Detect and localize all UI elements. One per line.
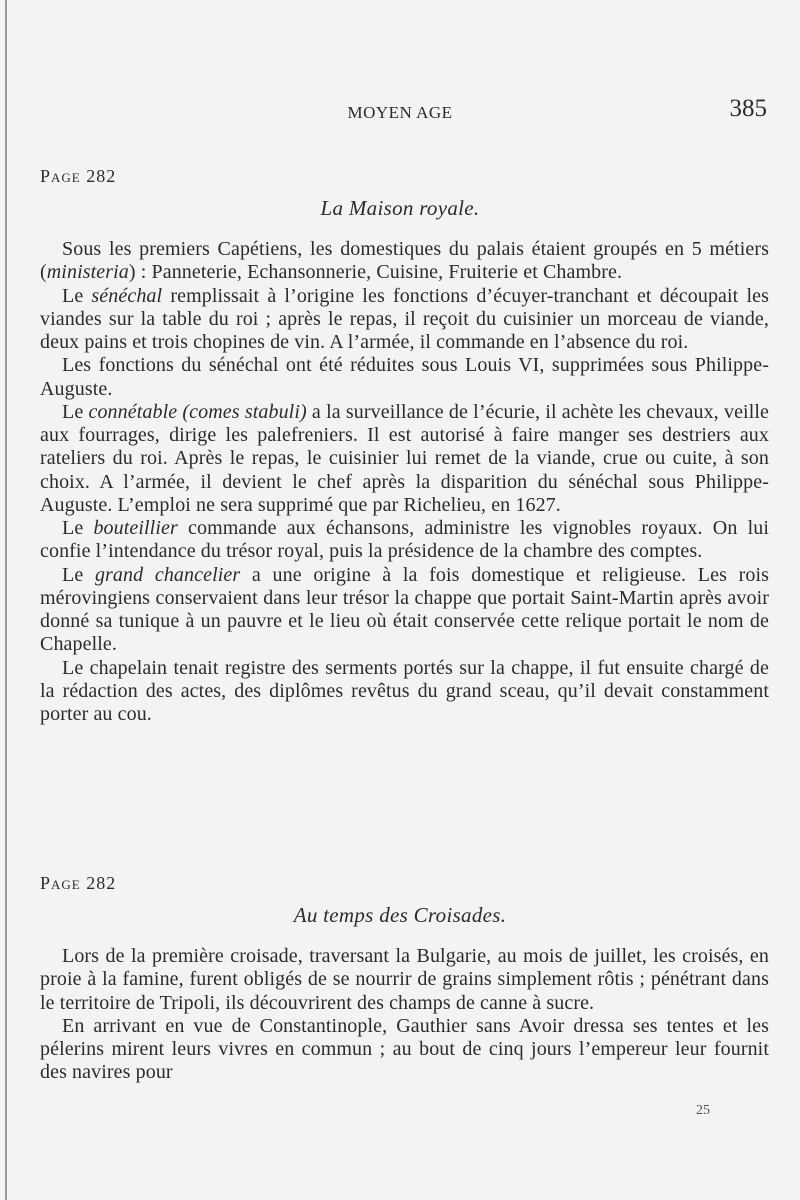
section-body [40,238,769,726]
text-run: Le chapelain tenait registre des serments portés sur la chappe, il fut ensuite chargé de la rédaction des actes, des diplômes revêtus du grand sceau, qu’il devait constamment porter au cou. [40,656,769,725]
italic-term: connétable (comes stabuli) [88,400,307,423]
italic-term: bouteillier [93,517,178,539]
paragraph [40,238,769,285]
text-run: Le [62,400,89,423]
paragraph [40,657,769,727]
text-run: Les fonctions du sénéchal ont été réduites sous Louis VI, supprimées sous Philippe-Auguste. [40,354,769,400]
text-run: Le [62,563,95,586]
text-run: Le [62,284,92,307]
paragraph [40,285,769,355]
paragraph [40,354,769,401]
section-body [40,945,769,1085]
text-run: Sous les premiers Capétiens, les domestiques du palais étaient groupés en 5 métiers ( [40,238,769,284]
text-run: En arrivant en vue de Constantinople, Gauthier sans Avoir dressa ses tentes et les pélerins mirent leurs vivres en commun ; au bout de cinq jours l’empereur leur fournit des navires pour [40,1014,769,1084]
text-run: commande aux échansons, administre les vignobles royaux. On lui confie l’intendance du trésor royal, puis la présidence de la chambre des comptes. [40,517,769,563]
italic-term: sénéchal [91,284,163,307]
paragraph [40,517,769,564]
italic-term: ministeria [46,261,129,284]
running-title: MOYEN AGE [347,103,453,122]
page-edge-line [5,0,7,1200]
section-subtitle: La Maison royale. [320,196,480,220]
text-run: remplissait à l’origine les fonctions d’écuyer-tranchant et découpait les viandes sur la table du roi ; après le repas, il reçoit du cuisinier un morceau de viande, deux pains et trois chopines de vin. A l’armée, il commande en l’absence du roi. [40,284,769,353]
paragraph [40,564,769,657]
signature-mark: 25 [696,1103,710,1118]
text-run: Le [62,517,94,539]
section-subtitle: Au temps des Croisades. [293,903,507,927]
paragraph [40,401,769,517]
page-number: 385 [729,95,767,122]
text-run: a la surveillance de l’écurie, il achète les chevaux, veille aux fourrages, dirige les palefreniers. Il est autorisé à faire manger ses destriers aux rateliers du roi. Après le repas, le cuisinier lui remet de la viande, crue ou cuite, à son choix. A l’armée, il devient le chef après la disparition du sénéchal sous Philippe-Auguste. L’emploi ne sera supprimé que par Richelieu, en 1627. [40,400,769,516]
running-head [0,95,800,125]
italic-term: grand chancelier [94,563,241,586]
text-run: a une origine à la fois domestique et religieuse. Les rois mérovingiens conservaient dans leur trésor la chappe que portait Saint-Martin après avoir donné sa tunique à un pauvre et le lieu où était conservée cette relique portait le nom de Chapelle. [40,563,769,656]
paragraph [40,1015,769,1085]
section-heading: Page 282 [40,166,117,186]
paragraph [40,945,769,1015]
section-heading: Page 282 [40,873,117,893]
text-run: ) : Panneterie, Echansonnerie, Cuisine, Fruiterie et Chambre. [128,261,623,284]
text-run: Lors de la première croisade, traversant la Bulgarie, au mois de juillet, les croisés, en proie à la famine, furent obligés de se nourrir de grains simplement rôtis ; pénétrant dans le territoire de Tripoli, ils découvrirent des champs de canne à sucre. [40,945,769,1014]
